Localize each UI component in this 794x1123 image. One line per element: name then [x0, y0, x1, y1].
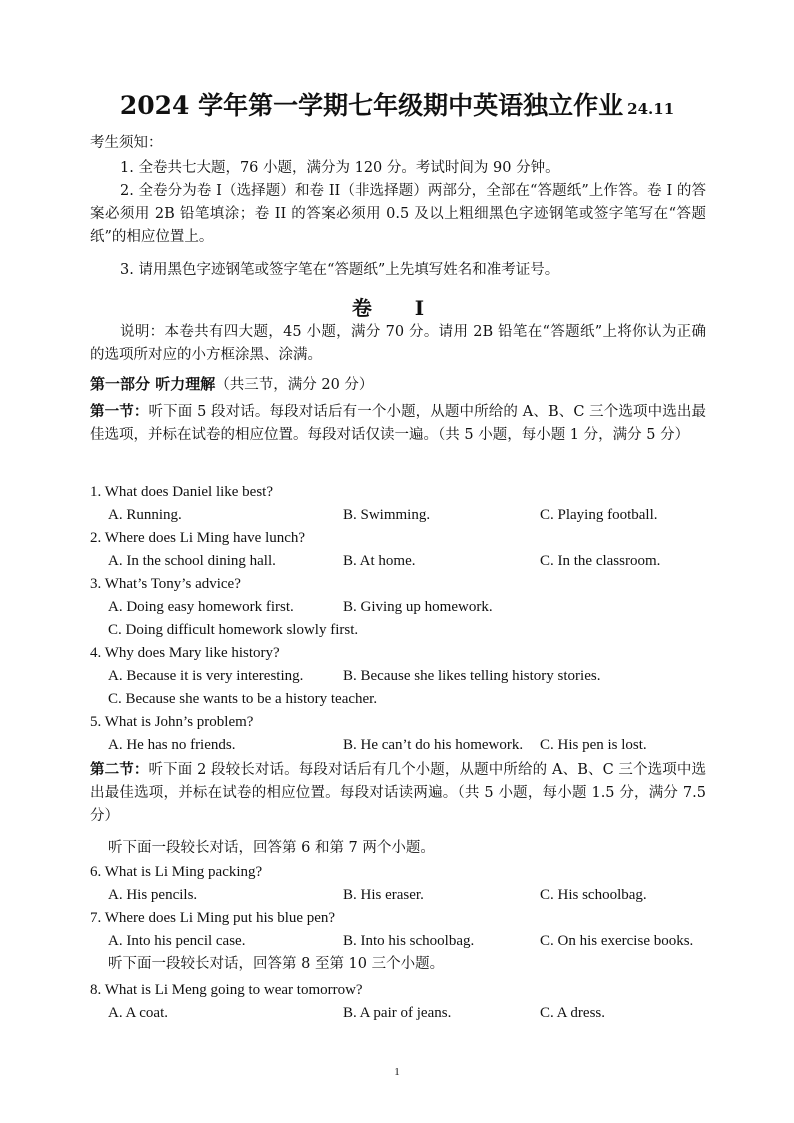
question-5: 5. What is John’s problem?	[90, 714, 254, 730]
question-1-option-a: A. Running.	[108, 507, 182, 523]
section-2-instruction	[90, 758, 706, 828]
question-7-option-c: C. On his exercise books.	[540, 933, 694, 949]
question-2-option-b: B. At home.	[343, 553, 416, 569]
question-3-option-b: B. Giving up homework.	[343, 599, 493, 615]
section-1-instruction	[90, 400, 706, 447]
exam-title	[0, 86, 794, 122]
section-2-text: 听下面 2 段较长对话。每段对话后有几个小题，从题中所给的 A、B、C 三个选项中选出最佳选项，并标在试卷的相应位置。每段对话读两遍。（共 5 小题，每小题 1.5 分，满分 7.5 分）	[90, 762, 706, 824]
question-6-option-a: A. His pencils.	[108, 887, 198, 903]
section-1-text: 听下面 5 段对话。每段对话后有一个小题，从题中所给的 A、B、C 三个选项中选出最佳选项，并标在试卷的相应位置。每段对话仅读一遍。（共 5 小题，每小题 1 分，满分 5 分）	[90, 404, 706, 443]
question-4-option-c: C. Because she wants to be a history teacher.	[108, 691, 378, 707]
question-5-option-c: C. His pen is lost.	[540, 737, 647, 753]
title-date: 24.11	[627, 100, 675, 118]
notice-item-3: 3. 请用黑色字迹钢笔或签字笔在“答题纸”上先填写姓名和准考证号。	[120, 262, 560, 278]
question-2-option-c: C. In the classroom.	[540, 553, 661, 569]
dialog-1-instruction: 听下面一段较长对话，回答第 6 和第 7 两个小题。	[108, 840, 435, 856]
question-3-option-a: A. Doing easy homework first.	[108, 599, 294, 615]
question-8-option-b: B. A pair of jeans.	[343, 1005, 452, 1021]
section-1-label: 第一节：	[90, 403, 149, 420]
part-1-title: 第一部分 听力理解	[90, 375, 216, 393]
question-5-option-b: B. He can’t do his homework.	[343, 737, 524, 753]
question-4-option-a: A. Because it is very interesting.	[108, 668, 304, 684]
question-3: 3. What’s Tony’s advice?	[90, 576, 241, 592]
dialog-2-instruction: 听下面一段较长对话，回答第 8 至第 10 三个小题。	[108, 956, 445, 972]
volume-1-instruction: 说明：本卷共有四大题，45 小题，满分 70 分。请用 2B 铅笔在“答题纸”上将你认为正确的选项所对应的小方框涂黑、涂满。	[90, 324, 706, 363]
question-7-option-b: B. Into his schoolbag.	[343, 933, 475, 949]
question-2: 2. Where does Li Ming have lunch?	[90, 530, 306, 546]
part-1-heading	[90, 374, 373, 395]
question-8: 8. What is Li Meng going to wear tomorrow?	[90, 982, 363, 998]
volume-1-heading: 卷 I	[351, 296, 443, 320]
page-number: 1	[394, 1066, 400, 1078]
part-1-note: （共三节，满分 20 分）	[215, 377, 374, 393]
title-main: 2024 学年第一学期七年级期中英语独立作业	[119, 91, 624, 120]
question-5-option-a: A. He has no friends.	[108, 737, 236, 753]
question-7-option-a: A. Into his pencil case.	[108, 933, 246, 949]
question-6: 6. What is Li Ming packing?	[90, 864, 263, 880]
question-1: 1. What does Daniel like best?	[90, 484, 274, 500]
question-6-option-b: B. His eraser.	[343, 887, 424, 903]
question-4: 4. Why does Mary like history?	[90, 645, 280, 661]
question-1-option-c: C. Playing football.	[540, 507, 658, 523]
section-2-label: 第二节：	[90, 761, 149, 778]
question-2-option-a: A. In the school dining hall.	[108, 553, 276, 569]
question-3-option-c: C. Doing difficult homework slowly first.	[108, 622, 359, 638]
question-6-option-c: C. His schoolbag.	[540, 887, 647, 903]
notice-item-2: 2. 全卷分为卷 I（选择题）和卷 II（非选择题）两部分，全部在“答题纸”上作答。卷 I 的答案必须用 2B 铅笔填涂；卷 II 的答案必须用 0.5 及以上粗细黑色字迹钢笔或签字笔写在“答题纸”的相应位置上。	[90, 183, 706, 245]
question-8-option-c: C. A dress.	[540, 1005, 606, 1021]
notice-heading: 考生须知：	[90, 135, 163, 151]
question-7: 7. Where does Li Ming put his blue pen?	[90, 910, 336, 926]
question-1-option-b: B. Swimming.	[343, 507, 431, 523]
question-8-option-a: A. A coat.	[108, 1005, 168, 1021]
question-4-option-b: B. Because she likes telling history stories.	[343, 668, 601, 684]
notice-item-1: 1. 全卷共七大题，76 小题，满分为 120 分。考试时间为 90 分钟。	[120, 160, 560, 176]
